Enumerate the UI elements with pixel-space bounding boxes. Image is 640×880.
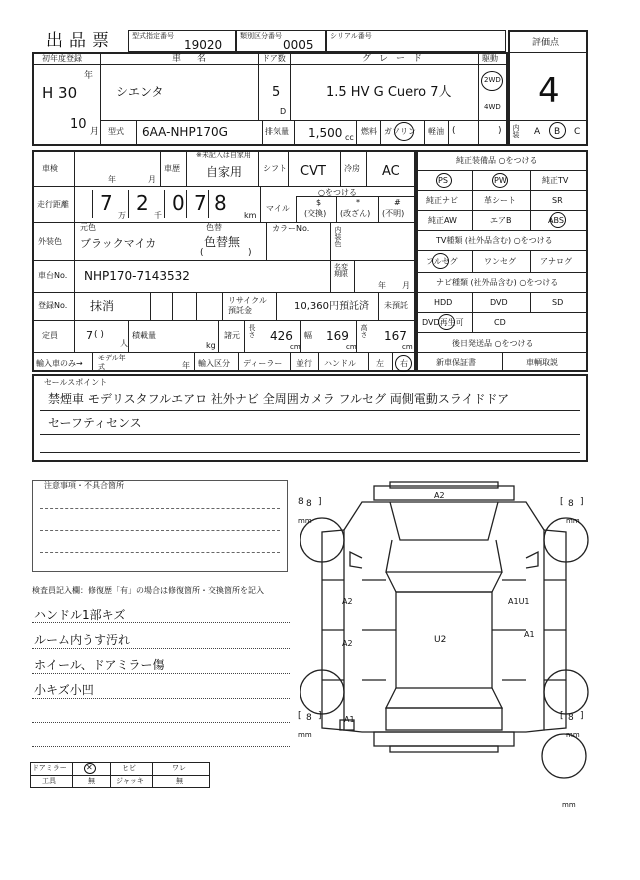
- form-header: [32, 30, 588, 52]
- doors-value: 5: [272, 85, 281, 100]
- width-value: 169: [326, 329, 349, 343]
- mileage-d4: 7: [194, 191, 207, 215]
- fuel-gasoline-circle: [394, 122, 414, 141]
- paint-value: 色替無: [204, 235, 241, 249]
- model-num: 19020: [184, 38, 223, 52]
- capacity-value: 7: [86, 329, 93, 342]
- inspector-note-1: ハンドル1部キズ: [34, 608, 126, 622]
- pw-circle: [492, 173, 508, 188]
- ps-circle: [436, 173, 452, 188]
- score-value: 4: [538, 71, 560, 111]
- car-name: シエンタ: [116, 85, 164, 99]
- full-seg-circle: [432, 253, 449, 269]
- history-value: 自家用: [206, 165, 243, 179]
- jack-value: 無: [176, 777, 183, 785]
- interior-b-circle: [549, 122, 566, 139]
- drive-2wd-circle: [481, 71, 503, 91]
- damage-a1u1: A1U1: [508, 597, 530, 606]
- serial-cell: シリアル番号: [326, 30, 506, 52]
- tire-fr-bracket-l: [: [560, 497, 564, 507]
- mileage-d3: 0: [172, 191, 185, 215]
- tire-front-left: 8: [306, 499, 312, 509]
- tire-rear-right: 8: [568, 713, 574, 723]
- damage-a2-left2: A2: [342, 639, 353, 648]
- damage-a1-bottom: A1: [344, 715, 355, 724]
- first-reg-year: H 30: [42, 84, 78, 102]
- class-num-cell: 類別区分番号 0005: [236, 30, 326, 52]
- handle-right: 右: [400, 359, 408, 368]
- model-num-cell: 型式指定番号 19020: [128, 30, 236, 52]
- damage-a2-top: A2: [434, 491, 445, 500]
- tire-rr-bracket-r: ]: [580, 711, 584, 721]
- height-value: 167: [384, 329, 407, 343]
- door-mirror-mark: ✕: [86, 763, 93, 772]
- mileage-d2: 2: [136, 191, 149, 215]
- caution-box: [32, 480, 288, 572]
- drive-4wd: 4WD: [484, 103, 501, 111]
- displacement-value: 1,500: [308, 126, 343, 140]
- spare-tire-mm: mm: [562, 801, 576, 809]
- mileage-d1: 7: [100, 191, 113, 215]
- abs-circle: [550, 212, 566, 228]
- drive-2wd: 2WD: [484, 76, 501, 84]
- tire-rl-bracket-r: ]: [318, 711, 322, 721]
- tire-front-right: 8: [568, 499, 574, 509]
- first-reg-month: 10: [70, 117, 87, 132]
- tire-rear-left: 8: [306, 713, 312, 723]
- door-mirror-circle: [84, 763, 96, 774]
- orig-color-value: ブラックマイカ: [80, 237, 157, 250]
- mileage-d5: 8: [214, 191, 227, 215]
- damage-u2: U2: [434, 635, 447, 645]
- dvd-play-circle: [438, 314, 455, 330]
- recycle-value: 10,360円預託済: [294, 301, 369, 312]
- length-value: 426: [270, 329, 293, 343]
- inspector-label: 検査員記入欄：修復歴「有」の場合は修復箇所・交換箇所を記入: [32, 586, 264, 595]
- form-title: 出品票: [46, 31, 115, 51]
- inspector-note-3: ホイール、ドアミラー傷: [34, 658, 165, 672]
- inspector-note-2: ルーム内うす汚れ: [34, 633, 131, 647]
- tire-fl-bracket: ]: [318, 497, 322, 507]
- damage-a2-left1: A2: [342, 597, 353, 606]
- damage-a1-right: A1: [524, 630, 535, 639]
- score-label: 評価点: [532, 38, 560, 48]
- tire-fr-bracket-r: ]: [580, 497, 584, 507]
- sales-line-1: 禁煙車 モデリスタフルエアロ 社外ナビ 全周囲カメラ フルセグ 両側電動スライドドア: [48, 392, 510, 406]
- inspector-note-4: 小キズ小凹: [34, 683, 94, 697]
- grade-value: 1.5 HV G Cuero 7人: [326, 85, 452, 100]
- handle-right-circle: [395, 355, 412, 372]
- model-value: 6AA-NHP170G: [142, 125, 228, 139]
- tools-value: 無: [88, 777, 95, 785]
- class-num: 0005: [283, 38, 314, 52]
- ac-value: AC: [382, 164, 400, 179]
- chassis-value: NHP170-7143532: [84, 269, 190, 283]
- sales-line-2: セーフティセンス: [48, 416, 142, 430]
- tire-rl-bracket-l: [: [298, 711, 302, 721]
- tire-rr-bracket-l: [: [560, 711, 564, 721]
- reg-value: 抹消: [90, 299, 115, 313]
- shift-value: CVT: [300, 164, 326, 179]
- fuel-gasoline: ガソリン: [384, 127, 416, 136]
